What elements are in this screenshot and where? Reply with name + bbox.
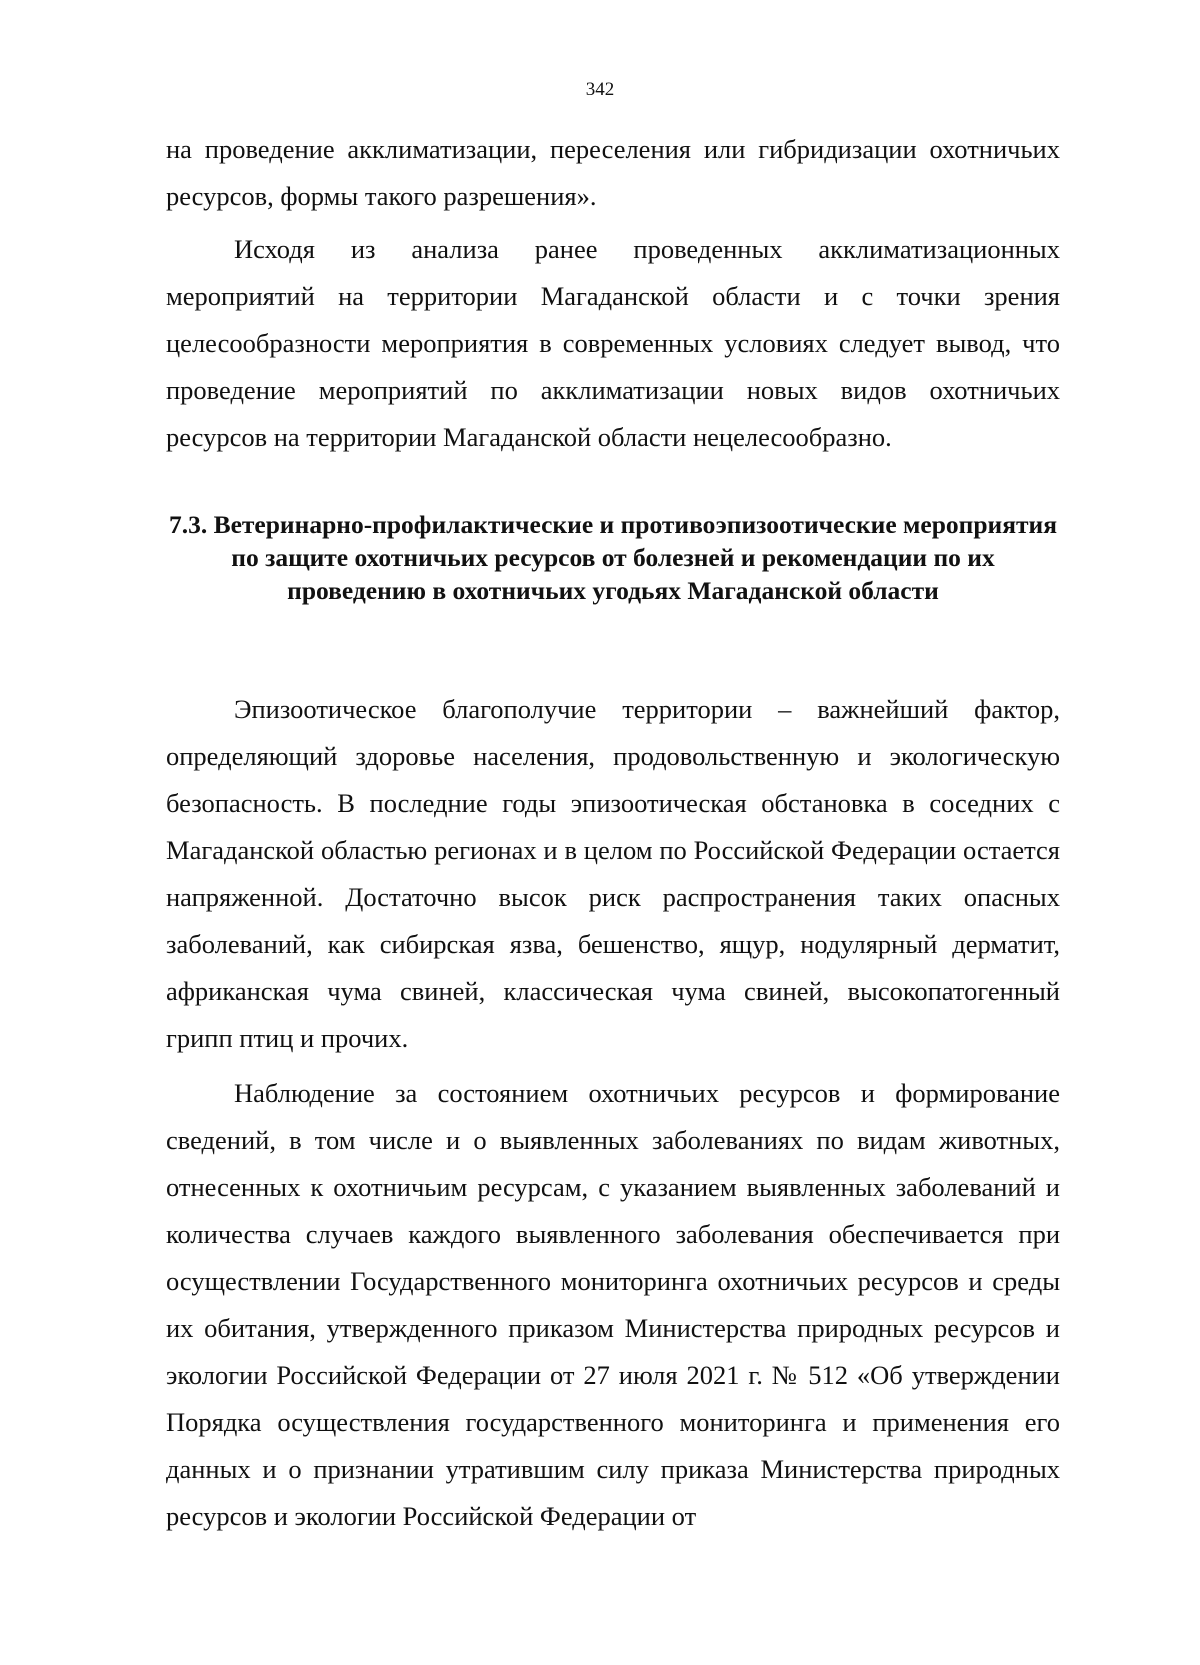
paragraph-continuation — [166, 126, 1060, 220]
paragraph-text: на проведение акклиматизации, переселения или гибридизации охотничьих ресурсов, формы такого разрешения». — [166, 134, 1060, 211]
paragraph-text: Наблюдение за состоянием охотничьих ресурсов и формирование сведений, в том числе и о выявленных заболеваниях по видам животных, отнесенных к охотничьим ресурсам, с указанием выявленных заболеваний и количества случаев каждого выявленного заболевания обеспечивается при осуществлении Государственного мониторинга охотничьих ресурсов и среды их обитания, утвержденного приказом Министерства природных ресурсов и экологии Российской Федерации от 27 июля 2021 г. № 512 «Об утверждении Порядка осуществления государственного мониторинга и применения его данных и о признании утратившим силу приказа Министерства природных ресурсов и экологии Российской Федерации от — [166, 1078, 1060, 1531]
paragraph-acclimatization-conclusion — [166, 226, 1060, 461]
paragraph-text: Исходя из анализа ранее проведенных акклиматизационных мероприятий на территории Магаданской области и с точки зрения целесообразности мероприятия в современных условиях следует вывод, что проведение мероприятий по акклиматизации новых видов охотничьих ресурсов на территории Магаданской области нецелесообразно. — [166, 234, 1060, 452]
paragraph-epizootic-wellbeing — [166, 686, 1060, 1062]
section-heading: 7.3. Ветеринарно-профилактические и противоэпизоотические мероприятия по защите охотничьих ресурсов от болезней и рекомендации по их проведению в охотничьих угодьях Магаданской области — [168, 510, 1058, 605]
page-number: 342 — [585, 79, 615, 100]
paragraph-monitoring — [166, 1070, 1060, 1540]
paragraph-text: Эпизоотическое благополучие территории – важнейший фактор, определяющий здоровье населения, продовольственную и экологическую безопасность. В последние годы эпизоотическая обстановка в соседних с Магаданской областью регионах и в целом по Российской Федерации остается напряженной. Достаточно высок риск распространения таких опасных заболеваний, как сибирская язва, бешенство, ящур, нодулярный дерматит, африканская чума свиней, классическая чума свиней, высокопатогенный грипп птиц и прочих. — [166, 694, 1060, 1053]
